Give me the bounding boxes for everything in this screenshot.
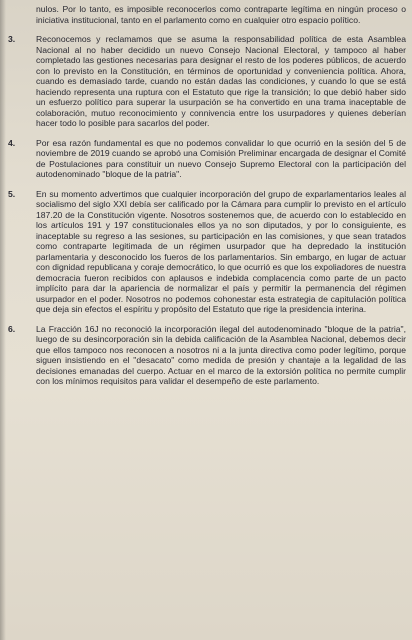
list-item-6 (6, 324, 406, 387)
document-body (6, 4, 406, 396)
item-text: En su momento advertimos que cualquier incorporación del grupo de exparlamentarios leales al socialismo del siglo XXI debía ser calificado por la Cámara para cumplir lo previsto en el artículo 187.20 de la Constitución vigente. Nosotros sostenemos que, de acuerdo con lo establecido en los artículos 191 y 197 constitucionales ellos ya no son diputados, y por lo consiguiente, es inaceptable su regreso a las sesiones, su participación en las comisiones, y que sean tratados como contraparte legitimada de un régimen usurpador que ha depredado la institución parlamentaria y desconocido los fueros de los parlamentarios. Sin embargo, en lugar de actuar con dignidad republicana y coraje democrático, lo que ocurrió es que los expoliadores de nuestra democracia fueron recibidos con aplausos e indebida complacencia como parte de un pacto implícito para dar la apariencia de normalizar el país y permitir la permanencia del régimen usurpador en el poder. Nosotros no podemos cohonestar esta estrategia de capitulación política que deja sin efectos el espíritu y propósito del Estatuto que rige la presidencia interina. (36, 188, 406, 314)
intro-paragraph: nulos. Por lo tanto, es imposible reconocerlos como contraparte legítima en ningún proceso o iniciativa institucional, tanto en el parlamento como en cualquier otro espacio político. (36, 4, 406, 25)
list-item-5 (6, 189, 406, 315)
list-item-3 (6, 34, 406, 129)
item-text: La Fracción 16J no reconoció la incorporación ilegal del autodenominado "bloque de la patria", luego de su desincorporación sin la debida calificación de la Asamblea Nacional, debemos decir que ellos tampoco nos reconocen a nosotros ni a la junta directiva como poder legítimo, porque siguen insistiendo en el "desacato" como medida de presión y chantaje a la legalidad de las decisiones emanadas del cuerpo. Actuar en el marco de la extorsión política no permite cumplir con los mínimos requisitos para validar el desempeño de este parlamento. (36, 323, 406, 386)
item-text: Reconocemos y reclamamos que se asuma la responsabilidad política de esta Asamblea Nacional al no haber decidido un nuevo Consejo Nacional Electoral, y tampoco al haber completado las gestiones necesarias para designar el resto de los poderes públicos, de acuerdo con lo previsto en la Constitución, en términos de oportunidad y conveniencia política. Ahora, cuando es demasiado tarde, cuando no están dadas las condiciones, y cuando lo que se está haciendo representa una ruptura con el Estatuto que rige la transición; lo que debió haber sido un esfuerzo político para superar la usurpación se ha convertido en una trama inaceptable de colaboración, mutuo reconocimiento y connivencia entre los usurpadores y quienes deberían hacer todo lo posible para sacarlos del poder. (36, 34, 406, 128)
item-text: Por esa razón fundamental es que no podemos convalidar lo que ocurrió en la sesión del 5 de noviembre de 2019 cuando se aprobó una Comisión Preliminar encargada de designar el Comité de Postulaciones para constituir un nuevo Consejo Supremo Electoral con la participación del autodenominado "bloque de la patria". (36, 137, 406, 179)
list-item-4 (6, 138, 406, 180)
item-number: 5. (8, 188, 16, 199)
item-number: 6. (8, 323, 16, 334)
item-number: 4. (8, 137, 16, 148)
item-number: 3. (8, 34, 16, 44)
